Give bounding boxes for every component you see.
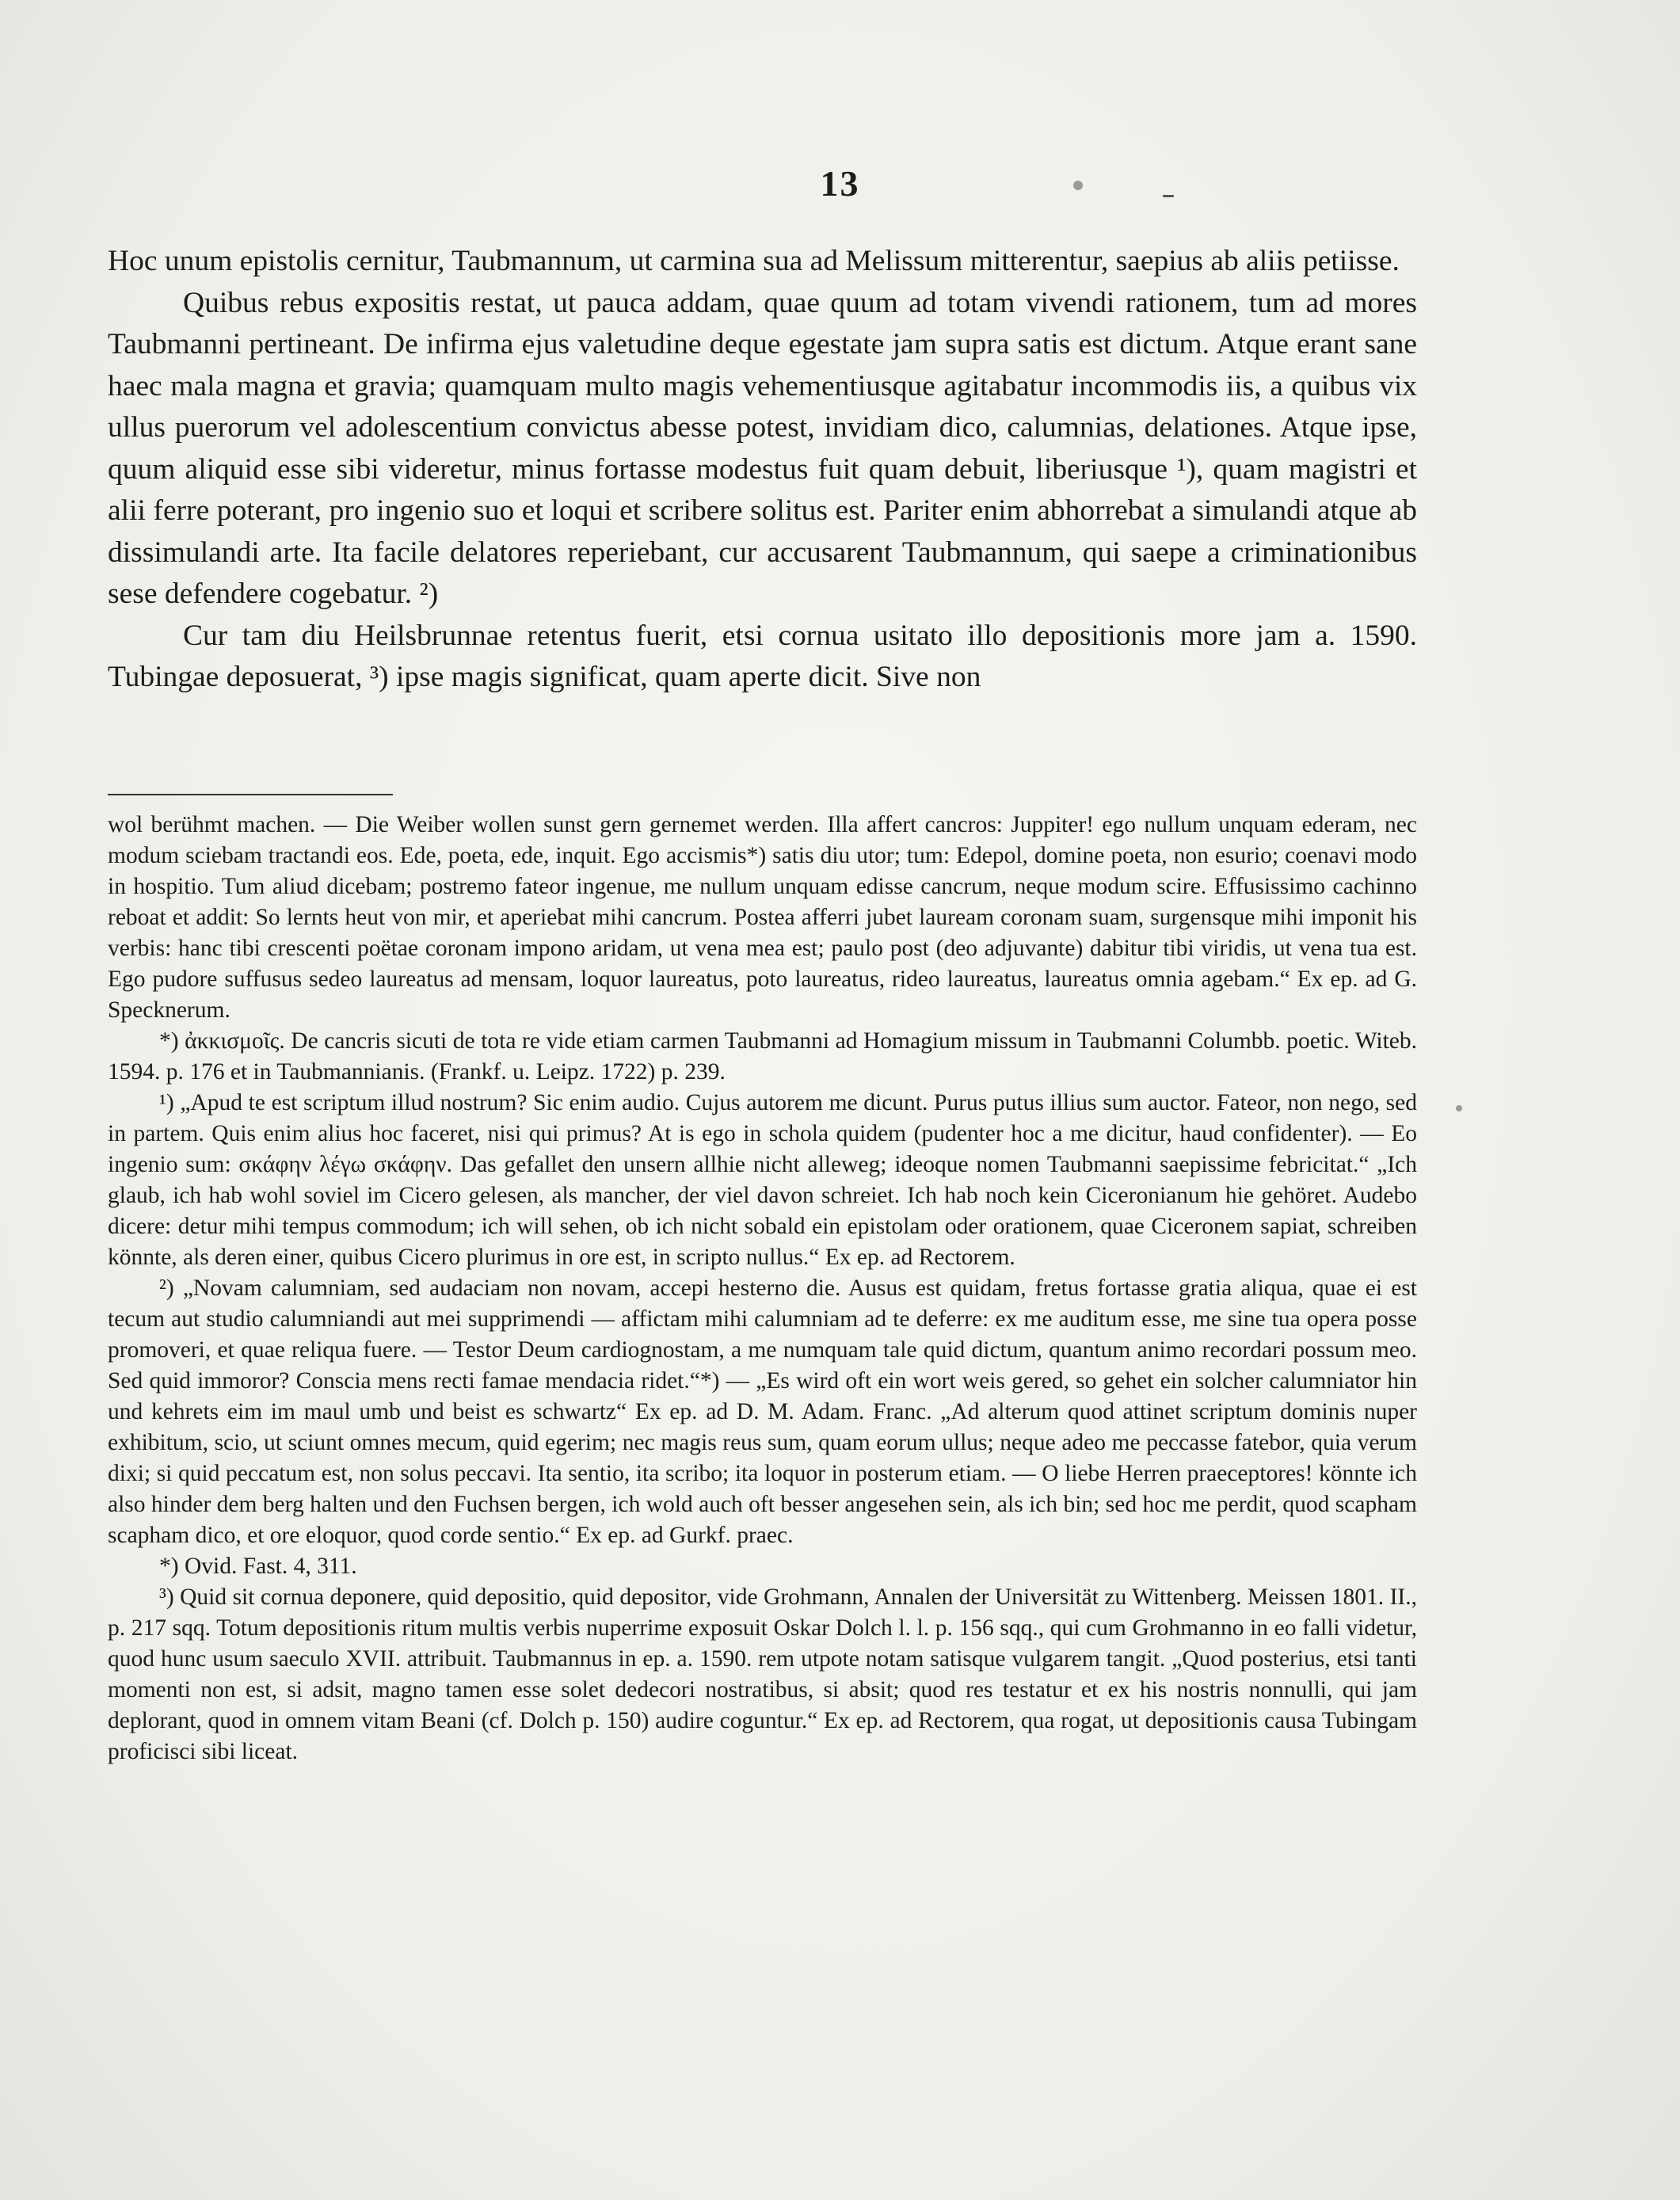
paragraph: Cur tam diu Heilsbrunnae retentus fuerit, etsi cornua usitato illo depositionis more jam a. 1590. Tubingae deposuerat, ³) ipse magis significat, quam aperte dicit. Sive non [108, 619, 1417, 693]
main-text [108, 241, 1417, 699]
footnote: *) Ovid. Fast. 4, 311. [159, 1554, 357, 1579]
footnotes [108, 810, 1417, 1767]
paragraph: Hoc unum epistolis cernitur, Taubmannum, ut carmina sua ad Melissum mitterentur, saepius ab aliis petiisse. [108, 245, 1400, 277]
page-number: 13 [820, 163, 860, 204]
footnote-separator [108, 794, 393, 795]
footnote-continuation: wol berühmt machen. — Die Weiber wollen sunst gern gernemet werden. Illa affert cancros: Juppiter! ego nullum unquam ederam, nec modum sciebam tractandi eos. Ede, poeta, ede, inquit. Ego accismis*) satis diu utor; tum: Edepol, domine poeta, non esurio; coenavi modo in hospitio. Tum aliud dicebam; postremo fateor ingenue, me nullum unquam edisse cancrum, neque modum scire. Effusissimo cachinno reboat et addit: So lernts heut von mir, et aperiebat mihi cancrum. Postea afferri jubet lauream coronam suam, surgensque mihi imponit his verbis: hanc tibi crescenti poëtae coronam impono aridam, ut vena mea est; paulo post (deo adjuvante) dabitur tibi viridis, ut vena tua est. Ego pudore suffusus sedeo laureatus ad mensam, loquor laureatus, poto laureatus, rideo laureatus, laureatus omnia agebam.“ Ex ep. ad G. Specknerum. [108, 812, 1417, 1023]
footnote: ²) „Novam calumniam, sed audaciam non novam, accepi hesterno die. Ausus est quidam, fretus fortasse gratia aliqua, quae ei est tecum aut studio calumniandi aut mei supprimendi — affictam mihi calumniam ad te deferre: ex me auditum esse, me sine tua opera posse promoveri, et quae reliqua fuere. — Testor Deum cardiognostam, a me numquam tale quid dictum, quantum animo recordari possum meo. Sed quid immoror? Conscia mens recti famae mendacia ridet.“*) — „Es wird oft ein wort weis gered, so gehet ein solcher calumniator hin und kehrets eim im maul umb und beist es schwartz“ Ex ep. ad D. M. Adam. Franc. „Ad alterum quod attinet scriptum dominis nuper exhibitum, scio, ut sciunt omnes mecum, quid egerim; nec magis reus sum, quam eorum ullus; neque adeo me peccasse fatebor, quia verum dixi; si quid peccatum est, non solus peccavi. Ita sentio, ita scribo; ita loquor in posterum etiam. — O liebe Herren praeceptores! könnte ich also hinder dem berg halten und den Fuchsen bergen, ich wold auch oft besser angesehen sein, als ich bin; sed hoc me perdit, quod scapham scapham dico, et ore eloquor, quod corde sentio.“ Ex ep. ad Gurkf. praec. [108, 1275, 1417, 1548]
paper-speck [1456, 1105, 1462, 1111]
footnote: ¹) „Apud te est scriptum illud nostrum? Sic enim audio. Cujus autorem me dicunt. Purus putus illius sum auctor. Fateor, non nego, sed in partem. Quis enim alius hoc faceret, nisi qui primus? At is ego in schola quidem (pudenter hoc a me dicitur, haud confidenter). — Eo ingenio sum: σκάφην λέγω σκάφην. Das gefallet den unsern allhie nicht alleweg; ideoque nomen Taubmanni saepissime febricitat.“ „Ich glaub, ich hab wohl soviel im Cicero gelesen, als mancher, der viel davon schreiet. Ich hab noch kein Ciceronianum hie gehöret. Audebo dicere: detur mihi tempus commodum; ich will sehen, ob ich nicht sobald ein epistolam oder orationem, quae Ciceronem sapiat, schreiben könnte, als deren einer, quibus Cicero plurimus in ore est, in scripto nullus.“ Ex ep. ad Rectorem. [108, 1090, 1417, 1270]
footnote: *) ἀκκισμοῖς. De cancris sicuti de tota re vide etiam carmen Taubmanni ad Homagium missum in Taubmanni Columbb. poetic. Witeb. 1594. p. 176 et in Taubmannianis. (Frankf. u. Leipz. 1722) p. 239. [108, 1028, 1417, 1085]
footnote: ³) Quid sit cornua deponere, quid depositio, quid depositor, vide Grohmann, Annalen der Universität zu Wittenberg. Meissen 1801. II., p. 217 sqq. Totum depositionis ritum multis verbis nuperrime exposuit Oskar Dolch l. l. p. 156 sqq., qui cum Grohmanno in eo falli videtur, quod hunc usum saeculo XVII. attribuit. Taubmannus in ep. a. 1590. rem utpote notam satisque vulgarem tangit. „Quod posterius, etsi tanti momenti non est, si adsit, magno tamen esse solet dedecori nostratibus, si absit; quod res testatur et ex his nostris nonnulli, qui jam deplorant, quod in omnem vitam Beani (cf. Dolch p. 150) audire coguntur.“ Ex ep. ad Rectorem, qua rogat, ut depositionis causa Tubingam proficisci sibi liceat. [108, 1584, 1417, 1764]
paragraph: Quibus rebus expositis restat, ut pauca addam, quae quum ad totam vivendi rationem, tum ad mores Taubmanni pertineant. De infirma ejus valetudine deque egestate jam supra satis est dictum. Atque erant sane haec mala magna et gravia; quamquam multo magis vehementiusque agitabatur incommodis iis, a quibus vix ullus puerorum vel adolescentium convictus abesse potest, invidiam dico, calumnias, delationes. Atque ipse, quum aliquid esse sibi videretur, minus fortasse modestus fuit quam debuit, liberiusque ¹), quam magistri et alii ferre poterant, pro ingenio suo et loqui et scribere solitus est. Pariter enim abhorrebat a simulandi atque ab dissimulandi arte. Ita facile delatores reperiebant, cur accusarent Taubmannum, qui saepe a criminationibus sese defendere cogebatur. ²) [108, 286, 1417, 610]
